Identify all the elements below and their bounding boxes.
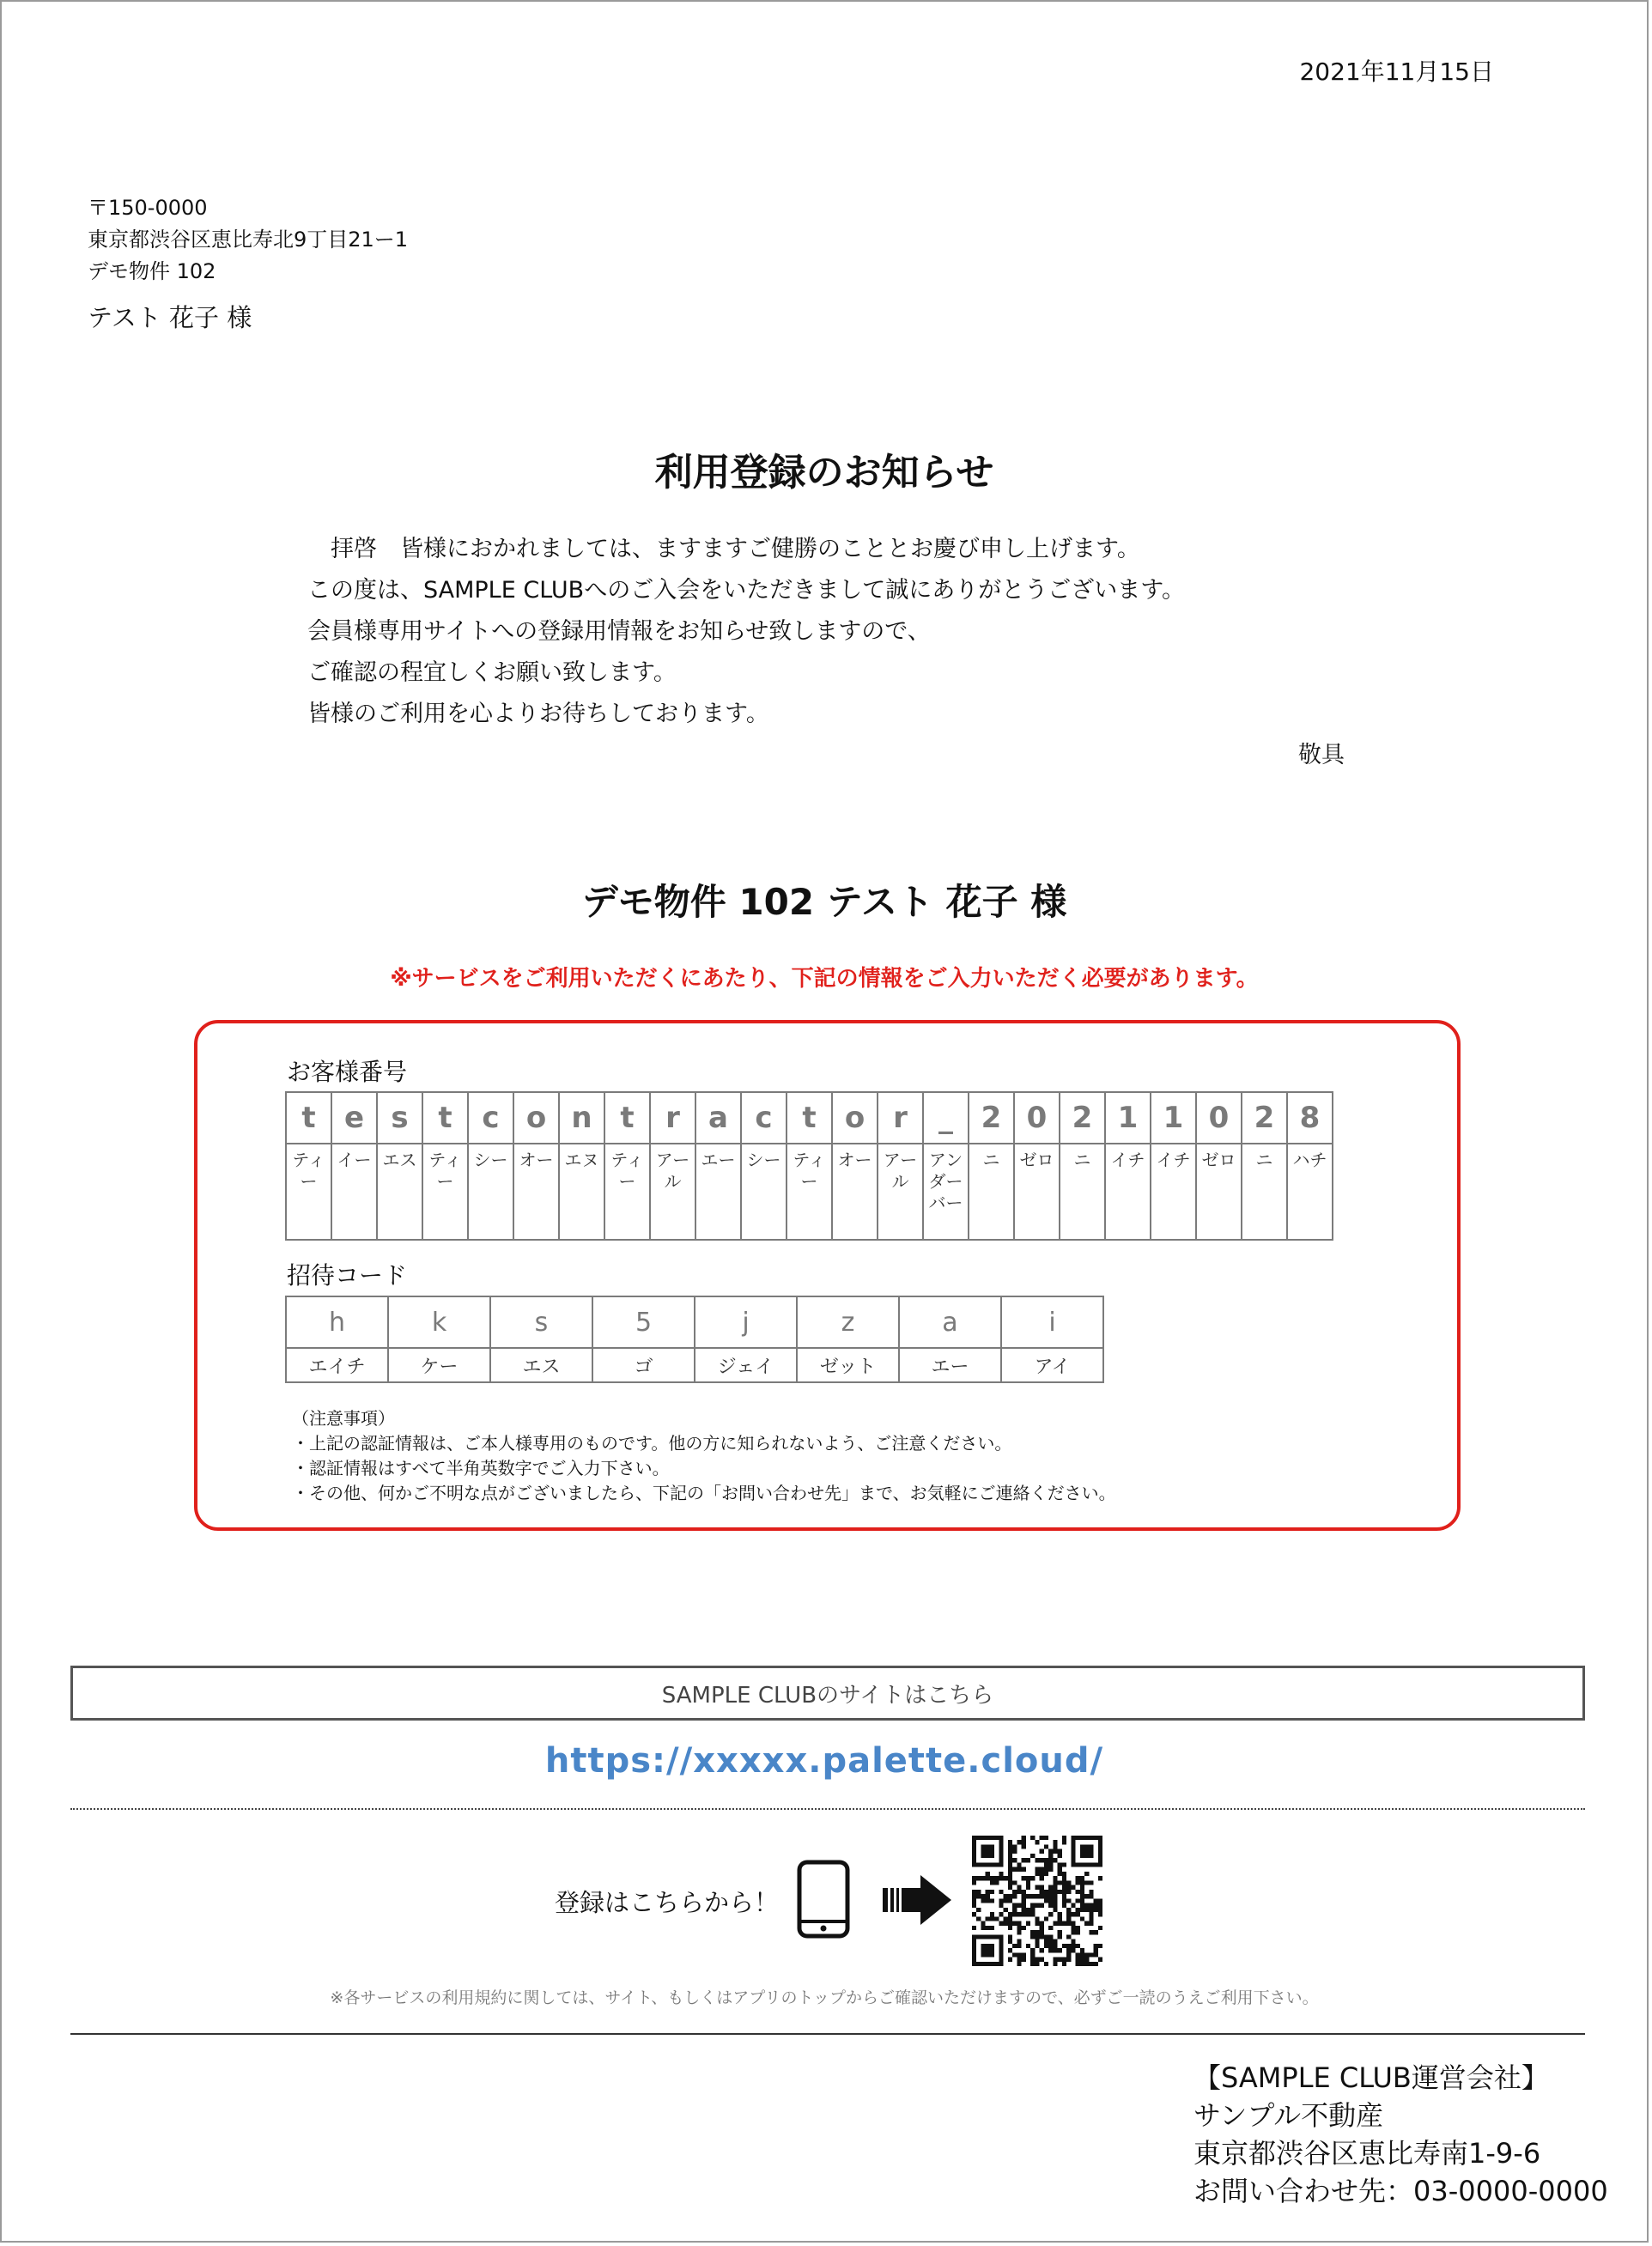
invite-code-reading: ケー xyxy=(388,1348,490,1382)
invite-code-table xyxy=(285,1296,1104,1383)
company-address: 東京都渋谷区恵比寿南1-9-6 xyxy=(1193,2137,1541,2170)
note-item: ・その他、何かご不明な点がございましたら、下記の「お問い合わせ先」まで、お気軽にご連絡ください。 xyxy=(292,1483,1116,1503)
customer-number-char: t xyxy=(787,1092,832,1144)
credentials-box xyxy=(194,1020,1461,1531)
customer-number-reading: ゼロ xyxy=(1014,1144,1060,1240)
invite-code-char: h xyxy=(286,1296,388,1348)
invite-code-char: k xyxy=(388,1296,490,1348)
invite-code-reading: アイ xyxy=(1001,1348,1103,1382)
customer-number-reading: イチ xyxy=(1105,1144,1151,1240)
customer-number-reading: ゼロ xyxy=(1196,1144,1242,1240)
register-label: 登録はこちらから！ xyxy=(555,1888,780,1917)
customer-number-char: a xyxy=(695,1092,741,1144)
body-line: 皆様のご利用を心よりお待ちしております。 xyxy=(307,701,769,727)
qr-code-icon[interactable] xyxy=(972,1836,1102,1970)
customer-number-char: 2 xyxy=(1242,1092,1287,1144)
customer-number-reading: ティー xyxy=(286,1144,331,1240)
customer-number-reading: オー xyxy=(513,1144,559,1240)
addressee-heading: デモ物件 102 テスト 花子 様 xyxy=(581,881,1067,923)
customer-number-char: t xyxy=(604,1092,650,1144)
customer-number-reading: オー xyxy=(832,1144,878,1240)
customer-number-reading: ティー xyxy=(422,1144,468,1240)
customer-number-label: お客様番号 xyxy=(287,1058,408,1086)
customer-number-reading: ティー xyxy=(787,1144,832,1240)
customer-number-reading: ハチ xyxy=(1287,1144,1333,1240)
customer-number-reading: シー xyxy=(741,1144,787,1240)
customer-number-char: 1 xyxy=(1105,1092,1151,1144)
customer-number-char: t xyxy=(286,1092,331,1144)
invite-code-char: s xyxy=(490,1296,592,1348)
site-url-link[interactable]: https://xxxxx.palette.cloud/ xyxy=(544,1741,1104,1781)
invite-code-reading: ジェイ xyxy=(695,1348,797,1382)
customer-number-reading: イー xyxy=(331,1144,377,1240)
customer-number-char: n xyxy=(559,1092,604,1144)
invite-code-chars-row xyxy=(286,1296,1103,1348)
site-link-box xyxy=(70,1666,1585,1721)
notes-heading: （注意事項） xyxy=(292,1408,395,1429)
address-line-2: デモ物件 102 xyxy=(88,259,216,283)
customer-number-reading: エス xyxy=(377,1144,422,1240)
smartphone-icon xyxy=(797,1860,850,1942)
customer-number-char: c xyxy=(741,1092,787,1144)
invite-code-char: a xyxy=(899,1296,1001,1348)
invite-code-char: z xyxy=(797,1296,899,1348)
invite-code-reading: ゴ xyxy=(592,1348,695,1382)
customer-number-char: s xyxy=(377,1092,422,1144)
body-line: 会員様専用サイトへの登録用情報をお知らせ致しますので、 xyxy=(307,618,931,645)
customer-number-char: 8 xyxy=(1287,1092,1333,1144)
customer-number-char: 0 xyxy=(1014,1092,1060,1144)
solid-divider xyxy=(70,2033,1585,2035)
customer-number-reading: ニ xyxy=(1242,1144,1287,1240)
customer-number-reading: ティー xyxy=(604,1144,650,1240)
terms-note: ※各サービスの利用規約に関しては、サイト、もしくはアプリのトップからご確認いただけますので、必ずご一読のうえご利用下さい。 xyxy=(330,1988,1319,2007)
customer-number-char: e xyxy=(331,1092,377,1144)
site-link-label: SAMPLE CLUBのサイトはこちら xyxy=(661,1682,994,1709)
note-item: ・認証情報はすべて半角英数字でご入力下さい。 xyxy=(292,1458,670,1478)
customer-number-char: t xyxy=(422,1092,468,1144)
customer-number-char: o xyxy=(513,1092,559,1144)
invite-code-char: 5 xyxy=(592,1296,695,1348)
customer-number-char: r xyxy=(878,1092,923,1144)
letter-date: 2021年11月15日 xyxy=(1299,58,1494,86)
postal-code: 〒150-0000 xyxy=(88,196,208,220)
customer-number-reading: エヌ xyxy=(559,1144,604,1240)
customer-number-reading: アール xyxy=(878,1144,923,1240)
mailing-address xyxy=(88,192,408,288)
invite-code-char: j xyxy=(695,1296,797,1348)
invite-code-label: 招待コード xyxy=(287,1261,408,1290)
letter-closing: 敬具 xyxy=(1298,742,1345,768)
customer-number-char: o xyxy=(832,1092,878,1144)
address-line-1: 東京都渋谷区恵比寿北9丁目21ー1 xyxy=(88,228,409,252)
company-heading: 【SAMPLE CLUB運営会社】 xyxy=(1193,2061,1549,2094)
company-name: サンプル不動産 xyxy=(1193,2099,1384,2132)
customer-number-reading: イチ xyxy=(1151,1144,1196,1240)
arrow-right-icon xyxy=(883,1873,953,1930)
invite-code-readings-row xyxy=(286,1348,1103,1382)
recipient-name: テスト 花子 様 xyxy=(88,303,252,332)
notes-section xyxy=(292,1406,1116,1506)
customer-number-reading: ニ xyxy=(1060,1144,1105,1240)
invite-code-reading: ゼット xyxy=(797,1348,899,1382)
customer-number-reading: ニ xyxy=(969,1144,1014,1240)
invite-code-reading: エス xyxy=(490,1348,592,1382)
customer-number-char: c xyxy=(468,1092,513,1144)
customer-number-char: _ xyxy=(923,1092,969,1144)
customer-number-char: r xyxy=(650,1092,695,1144)
customer-number-char: 2 xyxy=(969,1092,1014,1144)
invite-code-reading: エー xyxy=(899,1348,1001,1382)
company-contact: お問い合わせ先：03-0000-0000 xyxy=(1193,2175,1608,2207)
customer-number-reading: シー xyxy=(468,1144,513,1240)
customer-number-chars-row xyxy=(286,1092,1333,1144)
customer-number-char: 0 xyxy=(1196,1092,1242,1144)
customer-number-char: 1 xyxy=(1151,1092,1196,1144)
required-info-notice: ※サービスをご利用いただくにあたり、下記の情報をご入力いただく必要があります。 xyxy=(390,966,1259,992)
customer-number-reading: アンダーバー xyxy=(923,1144,969,1240)
invite-code-reading: エイチ xyxy=(286,1348,388,1382)
dotted-divider xyxy=(70,1808,1585,1810)
company-info xyxy=(1193,2059,1608,2210)
customer-number-char: 2 xyxy=(1060,1092,1105,1144)
letter-body xyxy=(307,529,1185,735)
customer-number-readings-row xyxy=(286,1144,1333,1240)
body-line: この度は、SAMPLE CLUBへのご入会をいただきまして誠にありがとうございます。 xyxy=(307,577,1186,604)
body-line: 拝啓 皆様におかれましては、ますますご健勝のこととお慶び申し上げます。 xyxy=(307,536,1140,562)
note-item: ・上記の認証情報は、ご本人様専用のものです。他の方に知られないよう、ご注意ください。 xyxy=(292,1433,1012,1454)
customer-number-reading: アール xyxy=(650,1144,695,1240)
letter-title: 利用登録のお知らせ xyxy=(654,451,994,495)
body-line: ご確認の程宜しくお願い致します。 xyxy=(307,659,677,686)
invite-code-char: i xyxy=(1001,1296,1103,1348)
customer-number-table xyxy=(285,1091,1333,1241)
customer-number-reading: エー xyxy=(695,1144,741,1240)
